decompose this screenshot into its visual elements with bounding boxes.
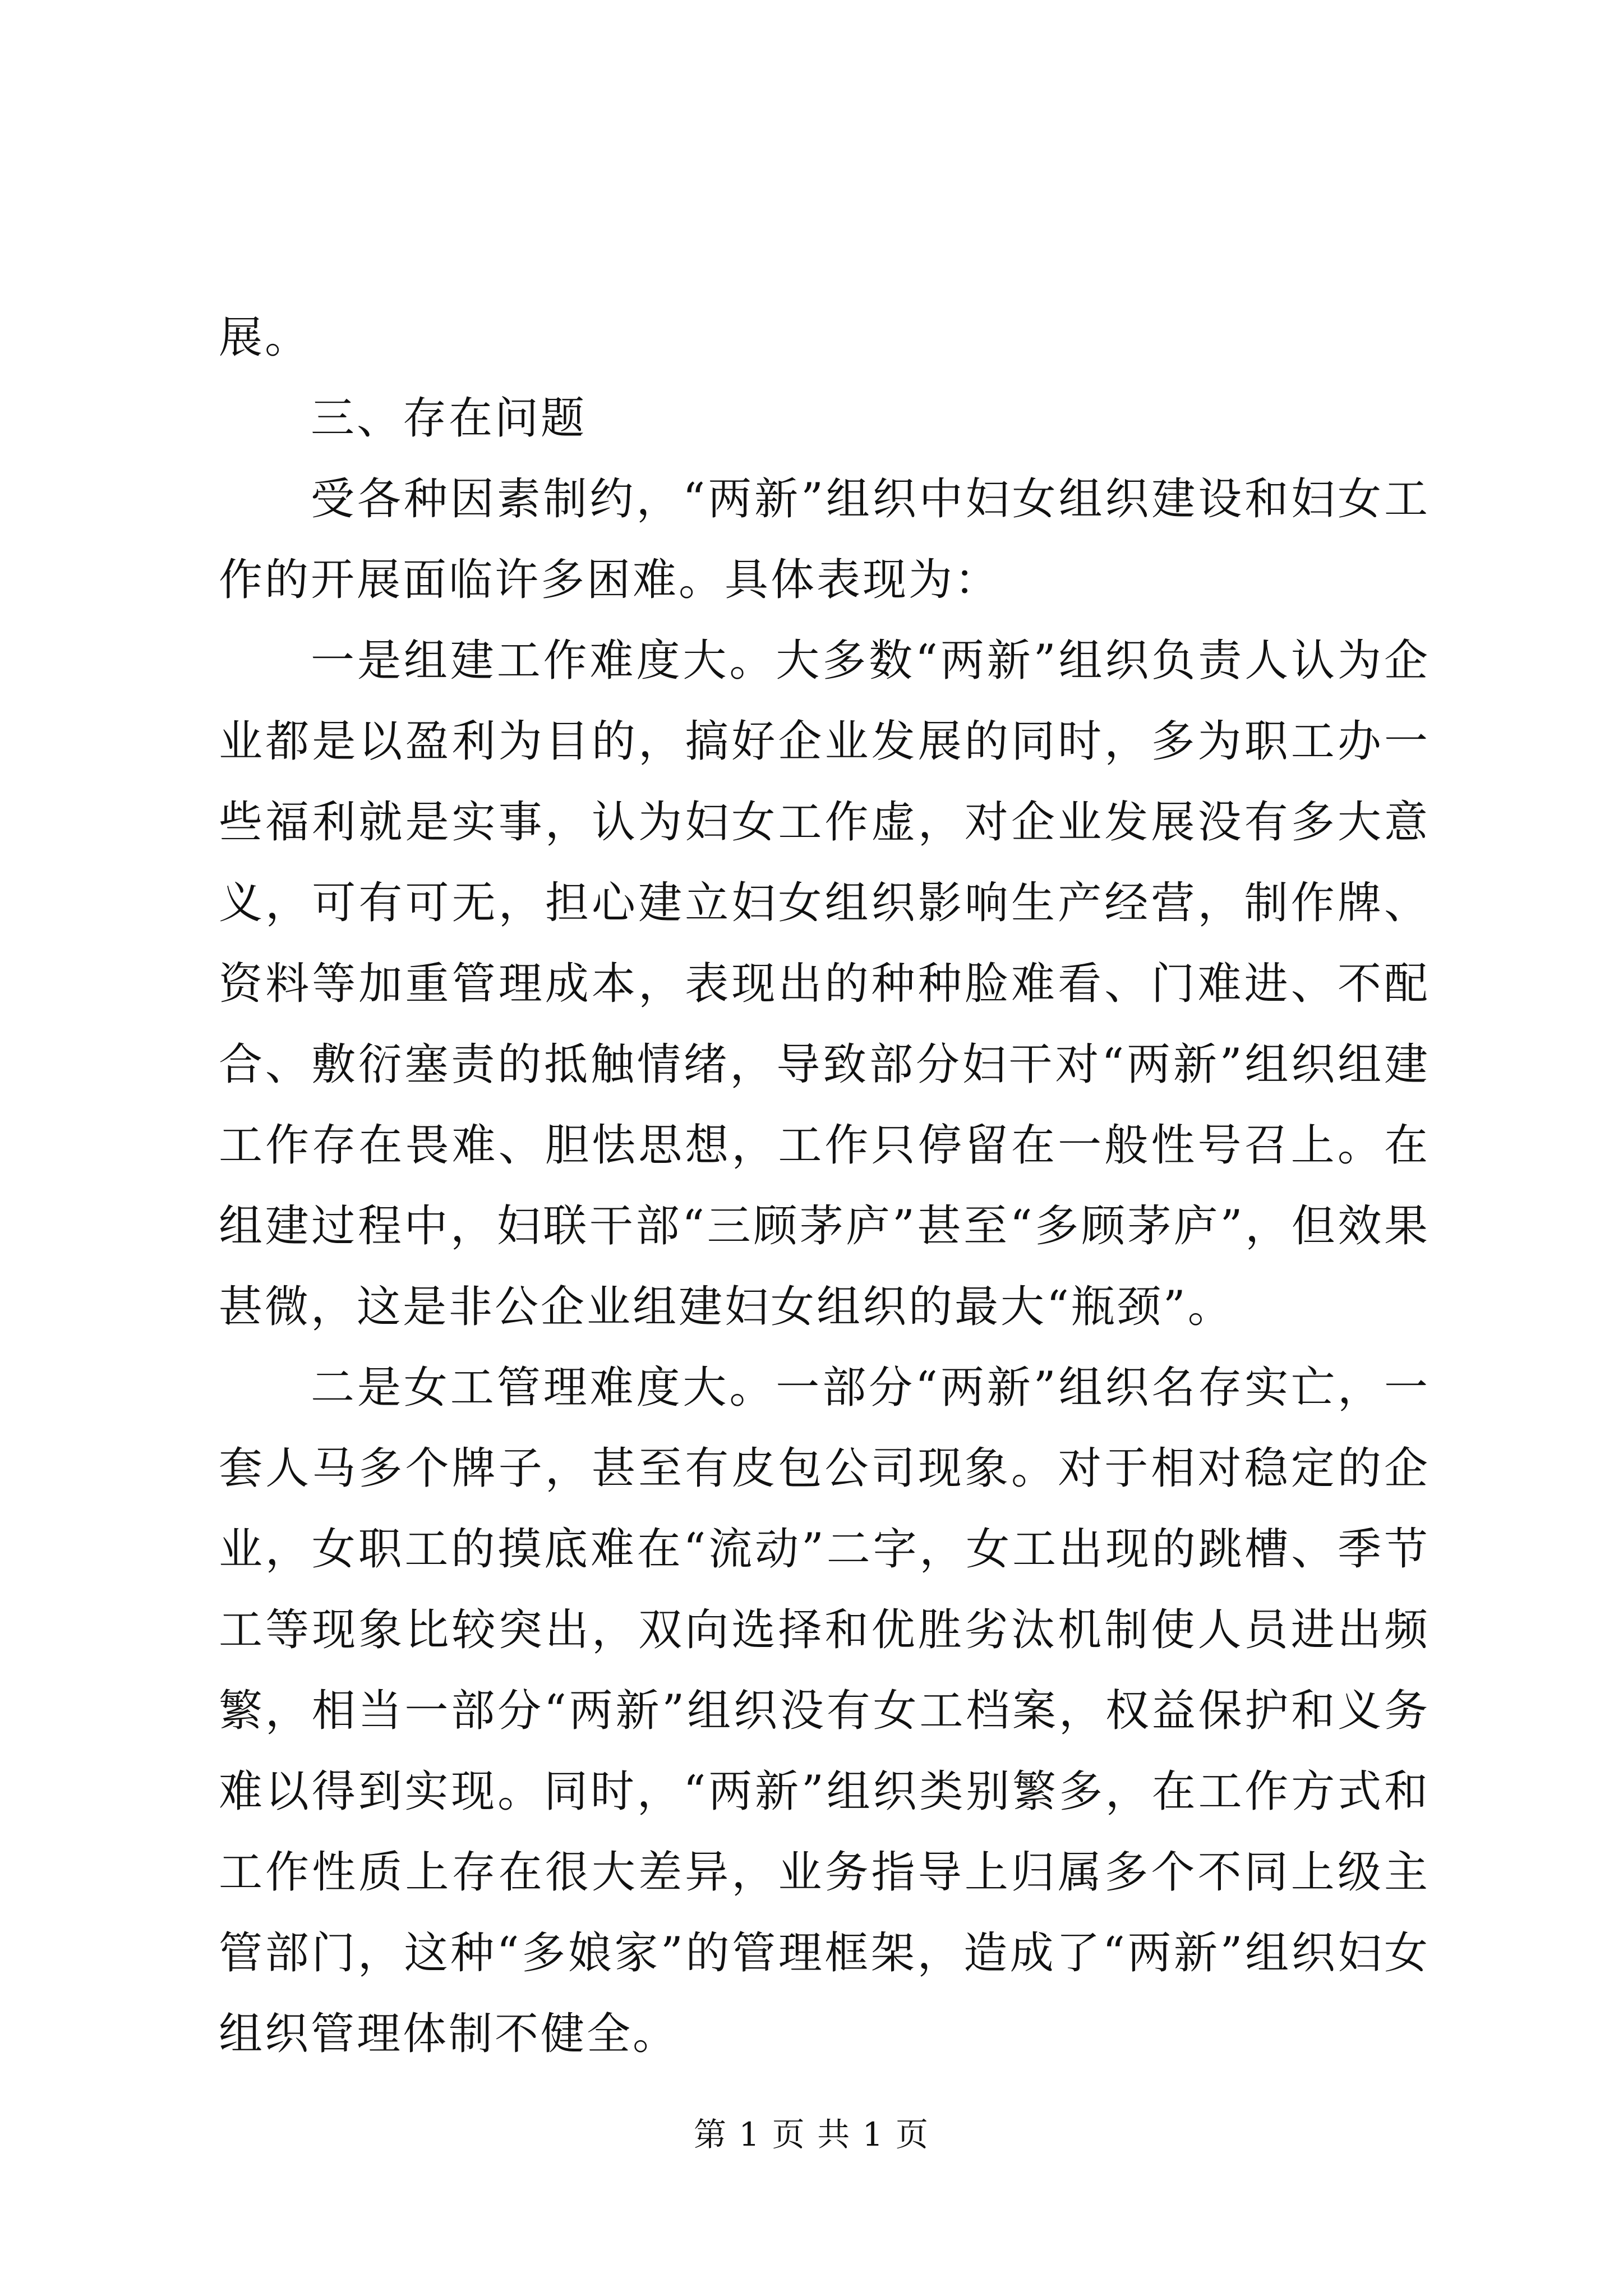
section-heading: 三、存在问题 [311, 393, 587, 444]
paragraph-continuation: 展。 [219, 312, 311, 363]
paragraph-intro: 受各种因素制约，“两新”组织中妇女组织建设和妇女工作的开展面临许多困难。具体表现为： [219, 474, 1430, 605]
page-footer: 第 1 页 共 1 页 [694, 2115, 929, 2154]
paragraph-problem-two: 二是女工管理难度大。一部分“两新”组织名存实亡，一套人马多个牌子，甚至有皮包公司现象。对于相对稳定的企业，女职工的摸底难在“流动”二字，女工出现的跳槽、季节工等现象比较突出，双向选择和优胜劣汰机制使人员进出频繁，相当一部分“两新”组织没有女工档案，权益保护和义务难以得到实现。同时，“两新”组织类别繁多，在工作方式和工作性质上存在很大差异，业务指导上归属多个不同上级主管部门，这种“多娘家”的管理框架，造成了“两新”组织妇女组织管理体制不健全。 [219, 1363, 1430, 2059]
document-body [219, 297, 1430, 2074]
paragraph-problem-one: 一是组建工作难度大。大多数“两新”组织负责人认为企业都是以盈利为目的，搞好企业发展的同时，多为职工办一些福利就是实事，认为妇女工作虚，对企业发展没有多大意义，可有可无，担心建立妇女组织影响生产经营，制作牌、资料等加重管理成本，表现出的种种脸难看、门难进、不配合、敷衍塞责的抵触情绪，导致部分妇干对“两新”组织组建工作存在畏难、胆怯思想，工作只停留在一般性号召上。在组建过程中，妇联干部“三顾茅庐”甚至“多顾茅庐”，但效果甚微，这是非公企业组建妇女组织的最大“瓶颈”。 [219, 636, 1430, 1332]
